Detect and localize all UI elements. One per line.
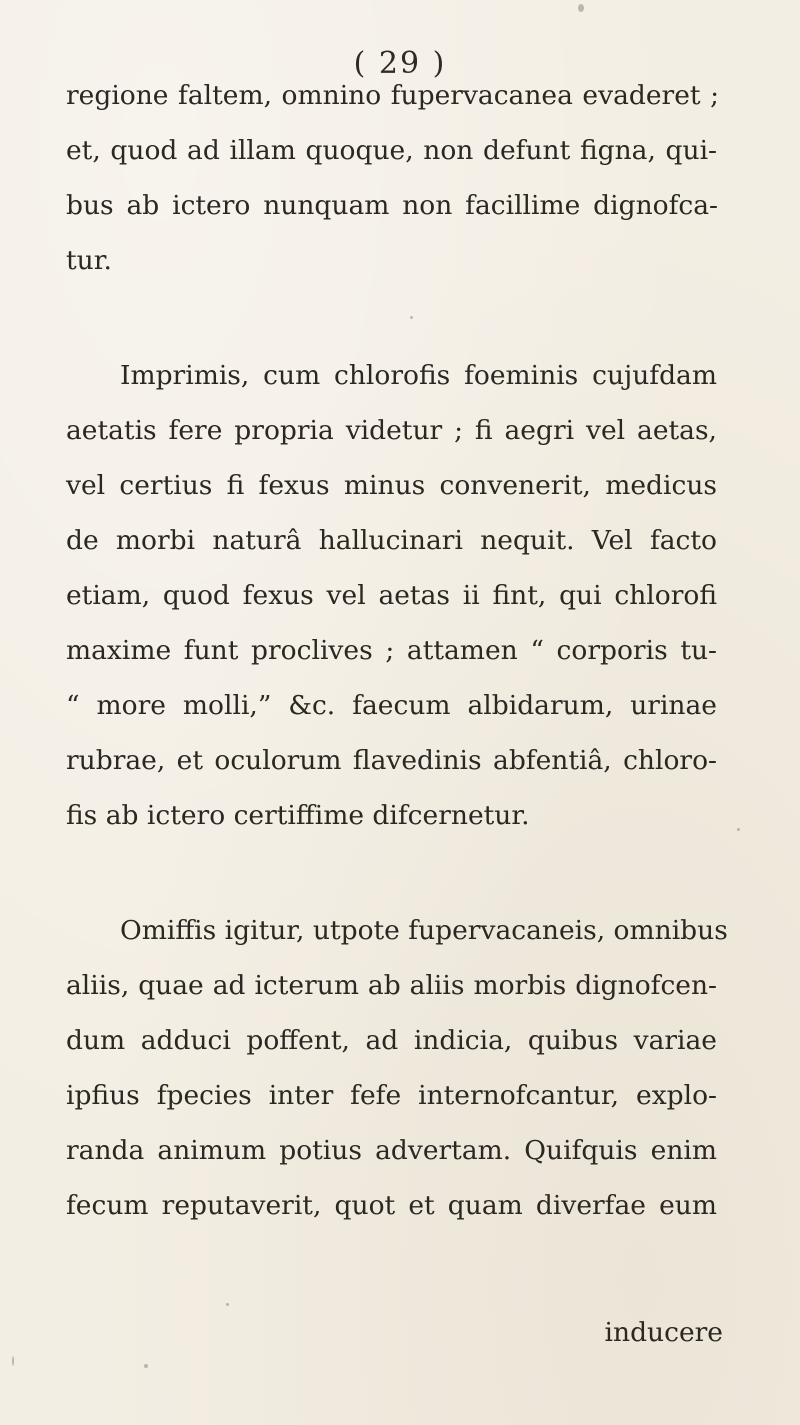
text-line: et, quod ad illam quoque, non defunt figna, qui- [66, 135, 717, 166]
paper-speck [410, 316, 413, 319]
text-line: fecum reputaverit, quot et quam diverfae eum [66, 1190, 717, 1221]
page-number: ( 29 ) [353, 46, 447, 81]
paper-speck [12, 1356, 14, 1366]
text-line: Omiffis igitur, utpote fupervacaneis, omnibus [120, 915, 728, 946]
text-line: “ more molli,” &c. faecum albidarum, urinae [66, 690, 717, 721]
text-line: Imprimis, cum chlorofis foeminis cujufdam [120, 360, 717, 391]
text-line: de morbi naturâ hallucinari nequit. Vel facto [66, 525, 717, 556]
text-line: ipfius fpecies inter fefe internofcantur, explo- [66, 1080, 717, 1111]
paper-speck [737, 828, 740, 831]
text-line: dum adduci poffent, ad indicia, quibus variae [66, 1025, 717, 1056]
text-line: bus ab ictero nunquam non facillime dignofca- [66, 190, 718, 221]
text-line: tur. [66, 245, 112, 276]
text-line: aetatis fere propria videtur ; fi aegri vel aetas, [66, 415, 717, 446]
catchword: inducere [604, 1317, 723, 1348]
paper-speck [144, 1364, 148, 1368]
text-line: aliis, quae ad icterum ab aliis morbis dignofcen- [66, 970, 717, 1001]
text-line: maxime funt proclives ; attamen “ corporis tu- [66, 635, 717, 666]
text-line: rubrae, et oculorum flavedinis abfentiâ, chloro- [66, 745, 717, 776]
text-line: etiam, quod fexus vel aetas ii fint, qui chlorofi [66, 580, 717, 611]
paper-speck [226, 1303, 229, 1306]
text-line: vel certius fi fexus minus convenerit, medicus [66, 470, 717, 501]
text-line: fis ab ictero certiffime difcernetur. [66, 800, 530, 831]
text-line: regione faltem, omnino fupervacanea evaderet ; [66, 80, 719, 111]
paper-speck [578, 4, 584, 12]
text-line: randa animum potius advertam. Quifquis enim [66, 1135, 717, 1166]
